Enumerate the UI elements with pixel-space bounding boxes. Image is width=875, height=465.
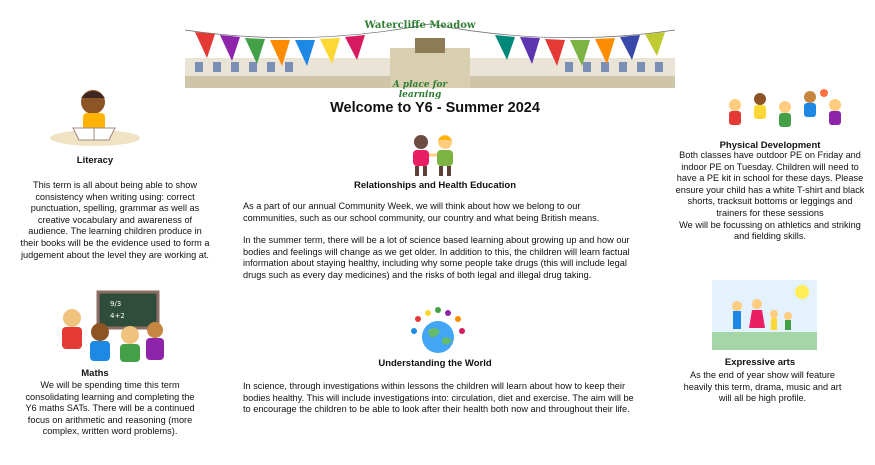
relationships-heading: Relationships and Health Education [353,180,517,191]
svg-text:4+2: 4+2 [110,312,125,320]
world-heading: Understanding the World [378,358,492,369]
physical-text-2: We will be focussing on athletics and striking and fielding skills. [679,219,861,242]
globe-children-illustration [408,305,468,355]
relationships-paragraph-1: As a part of our annual Community Week, we will think about how we belong to our communities, such as our school community, our country and what being British means. [243,201,600,223]
svg-text:9/3: 9/3 [110,300,122,308]
family-drawing-illustration [712,280,817,350]
maths-text: We will be spending time this term consolidating learning and completing the Y6 maths SATs. There will be a continued focus on arithmetic and reasoning (more complex, written word problems). [25,380,195,437]
two-children-illustration [403,133,463,178]
active-children-illustration [720,85,850,135]
reading-child-illustration [45,80,145,150]
maths-children-illustration [50,290,170,365]
maths-heading: Maths [81,368,109,379]
relationships-paragraph-2: In the summer term, there will be a lot of science based learning about growing up and how our bodies and feelings will change as we get older. In addition to this, the children will learn factual information about staying healthy, including why some people take drugs (this will include legal drugs such as every day medicines) and the risks of both legal and illegal drug taking. [243,235,630,280]
physical-text-1: Both classes have outdoor PE on Friday and indoor PE on Tuesday. Children will need to have a PE kit in school for these days. Please ensure your child has a white T-shirt and black shorts, tracksuit bottoms or leggings and trainers for these sessions [675,150,865,218]
literacy-text: This term is all about being able to show consistency when writing using: correct punctuation, spelling, grammar as well as creative vocabulary and awareness of audience. The learning children produce in their books will be the evidence used to form a judgement about the level they are working at. [20,180,210,260]
literacy-heading: Literacy [76,155,114,166]
arts-text: As the end of year show will feature heavily this term, drama, music and art will all be high profile. [683,370,842,404]
physical-text [675,150,865,243]
page-title: Welcome to Y6 - Summer 2024 [330,100,540,116]
physical-heading: Physical Development [719,140,821,151]
arts-heading: Expressive arts [724,357,796,368]
world-paragraph: In science, through investigations within lessons the children will learn about how to keep their bodies healthy. This will include investigations into: circulation, diet and exercise. The aim will be to encourage the children to be able to look after their health both now and throughout their life. [243,381,634,415]
school-name: Watercliffe Meadow [364,20,476,31]
school-motto: A place for learning [392,80,448,100]
